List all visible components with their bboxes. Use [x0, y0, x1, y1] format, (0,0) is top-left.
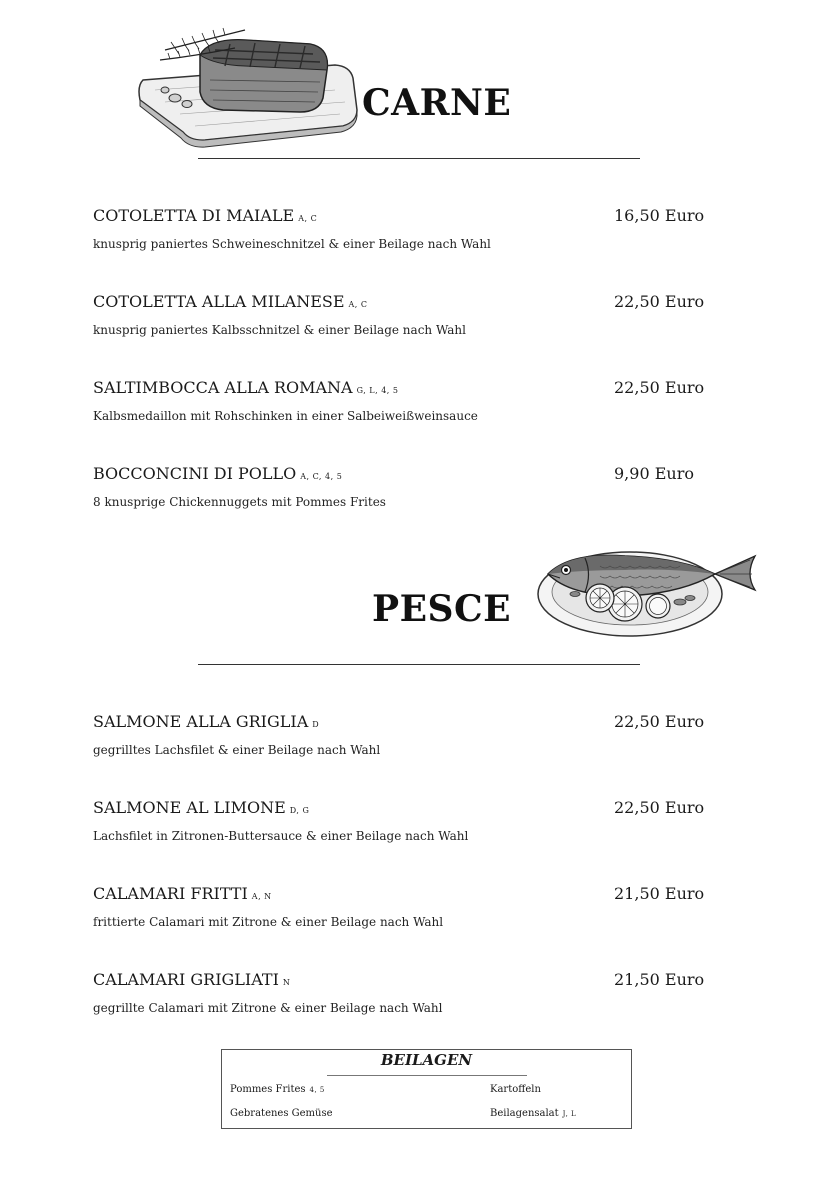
- section-divider: [198, 158, 640, 159]
- item-description: knusprig paniertes Kalbsschnitzel & einer Beilage nach Wahl: [93, 323, 466, 337]
- item-allergens: D, G: [289, 806, 310, 815]
- item-price: 22,50 Euro: [614, 798, 705, 817]
- menu-item: [93, 378, 713, 438]
- item-name: COTOLETTA DI MAIALE A, C: [93, 206, 318, 225]
- item-name: BOCCONCINI DI POLLO A, C, 4, 5: [93, 464, 343, 483]
- menu-item: [93, 798, 713, 858]
- item-name: SALMONE ALLA GRIGLIA D: [93, 712, 320, 731]
- menu-item: [93, 206, 713, 266]
- beilagen-title: BEILAGEN: [380, 1051, 473, 1069]
- item-price: 22,50 Euro: [614, 712, 705, 731]
- section-title-pesce: PESCE: [372, 588, 512, 630]
- item-description: 8 knusprige Chickennuggets mit Pommes Frites: [93, 495, 386, 509]
- item-name: SALMONE AL LIMONE D, G: [93, 798, 310, 817]
- item-price: 9,90 Euro: [614, 464, 694, 483]
- section-title-carne: CARNE: [362, 82, 512, 124]
- item-price: 21,50 Euro: [614, 970, 705, 989]
- side-allergens: J, L: [562, 1110, 577, 1118]
- item-description: knusprig paniertes Schweineschnitzel & einer Beilage nach Wahl: [93, 237, 491, 251]
- item-allergens: G, L, 4, 5: [356, 386, 399, 395]
- item-name: CALAMARI FRITTI A, N: [93, 884, 272, 903]
- item-description: Lachsfilet in Zitronen-Buttersauce & einer Beilage nach Wahl: [93, 829, 469, 843]
- menu-item: [93, 970, 713, 1030]
- steak-on-board-illustration: [135, 20, 360, 155]
- side-item: Kartoffeln: [490, 1084, 541, 1095]
- section-divider: [198, 664, 640, 665]
- item-description: frittierte Calamari mit Zitrone & einer Beilage nach Wahl: [93, 915, 444, 929]
- item-allergens: A, N: [251, 892, 272, 901]
- item-price: 22,50 Euro: [614, 292, 705, 311]
- beilagen-divider: [327, 1075, 527, 1076]
- menu-item: [93, 712, 713, 772]
- beilagen-box: [221, 1049, 632, 1129]
- side-item: Pommes Frites 4, 5: [230, 1084, 325, 1095]
- fish-on-plate-illustration: [530, 532, 770, 644]
- item-allergens: A, C, 4, 5: [300, 472, 343, 481]
- item-name: COTOLETTA ALLA MILANESE A, C: [93, 292, 368, 311]
- item-price: 16,50 Euro: [614, 206, 705, 225]
- side-allergens: 4, 5: [309, 1086, 325, 1094]
- item-allergens: N: [282, 978, 291, 987]
- menu-item: [93, 464, 713, 524]
- item-description: Kalbsmedaillon mit Rohschinken in einer Salbeiweißweinsauce: [93, 409, 478, 423]
- item-price: 21,50 Euro: [614, 884, 705, 903]
- item-allergens: A, C: [298, 214, 318, 223]
- item-description: gegrillte Calamari mit Zitrone & einer Beilage nach Wahl: [93, 1001, 443, 1015]
- item-name: SALTIMBOCCA ALLA ROMANA G, L, 4, 5: [93, 378, 399, 397]
- item-allergens: D: [312, 720, 320, 729]
- item-name: CALAMARI GRIGLIATI N: [93, 970, 291, 989]
- item-allergens: A, C: [348, 300, 368, 309]
- menu-item: [93, 292, 713, 352]
- item-description: gegrilltes Lachsfilet & einer Beilage nach Wahl: [93, 743, 381, 757]
- side-item: Gebratenes Gemüse: [230, 1108, 333, 1119]
- side-item: Beilagensalat J, L: [490, 1108, 577, 1119]
- item-price: 22,50 Euro: [614, 378, 705, 397]
- menu-item: [93, 884, 713, 944]
